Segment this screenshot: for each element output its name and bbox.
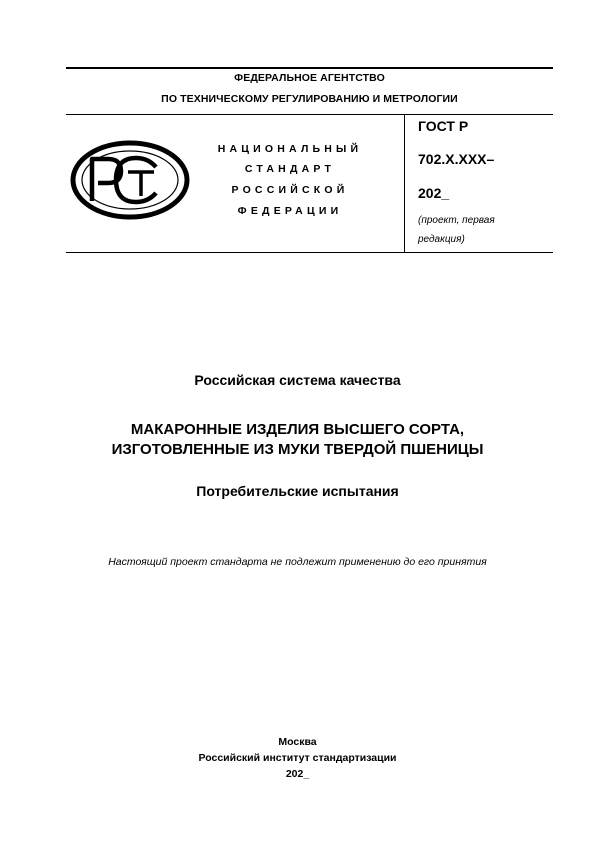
footer-city: Москва	[278, 736, 317, 748]
national-standard-line-4: ФЕДЕРАЦИИ	[237, 205, 343, 217]
gost-r-logo-icon	[70, 140, 190, 220]
gost-number-line-3: 202_	[418, 185, 450, 201]
agency-line-1: ФЕДЕРАЛЬНОЕ АГЕНТСТВО	[234, 72, 385, 84]
document-title-line-2: ИЗГОТОВЛЕННЫЕ ИЗ МУКИ ТВЕРДОЙ ПШЕНИЦЫ	[111, 441, 484, 458]
agency-line-2: ПО ТЕХНИЧЕСКОМУ РЕГУЛИРОВАНИЮ И МЕТРОЛОГИИ	[161, 93, 458, 105]
national-standard-line-3: РОССИЙСКОЙ	[231, 184, 349, 196]
gost-number-line-2: 702.X.XXX–	[418, 151, 495, 167]
document-title-line-1: МАКАРОННЫЕ ИЗДЕЛИЯ ВЫСШЕГО СОРТА,	[130, 421, 465, 438]
series-title: Российская система качества	[194, 372, 401, 388]
draft-note-line-1: (проект, первая	[418, 215, 495, 226]
document-subtitle: Потребительские испытания	[196, 483, 399, 499]
national-standard-line-1: НАЦИОНАЛЬНЫЙ	[217, 143, 363, 155]
footer-year: 202_	[285, 768, 310, 780]
header-vertical-rule	[404, 114, 405, 252]
national-standard-line-2: СТАНДАРТ	[244, 163, 336, 175]
header-mid-rule	[66, 114, 553, 115]
header-bottom-rule	[66, 252, 553, 253]
header-top-rule	[66, 67, 553, 69]
draft-notice: Настоящий проект стандарта не подлежит применению до его принятия	[108, 556, 487, 568]
footer-publisher: Российский институт стандартизации	[198, 752, 397, 764]
gost-number-line-1: ГОСТ Р	[418, 118, 469, 134]
draft-note-line-2: редакция)	[418, 234, 465, 245]
